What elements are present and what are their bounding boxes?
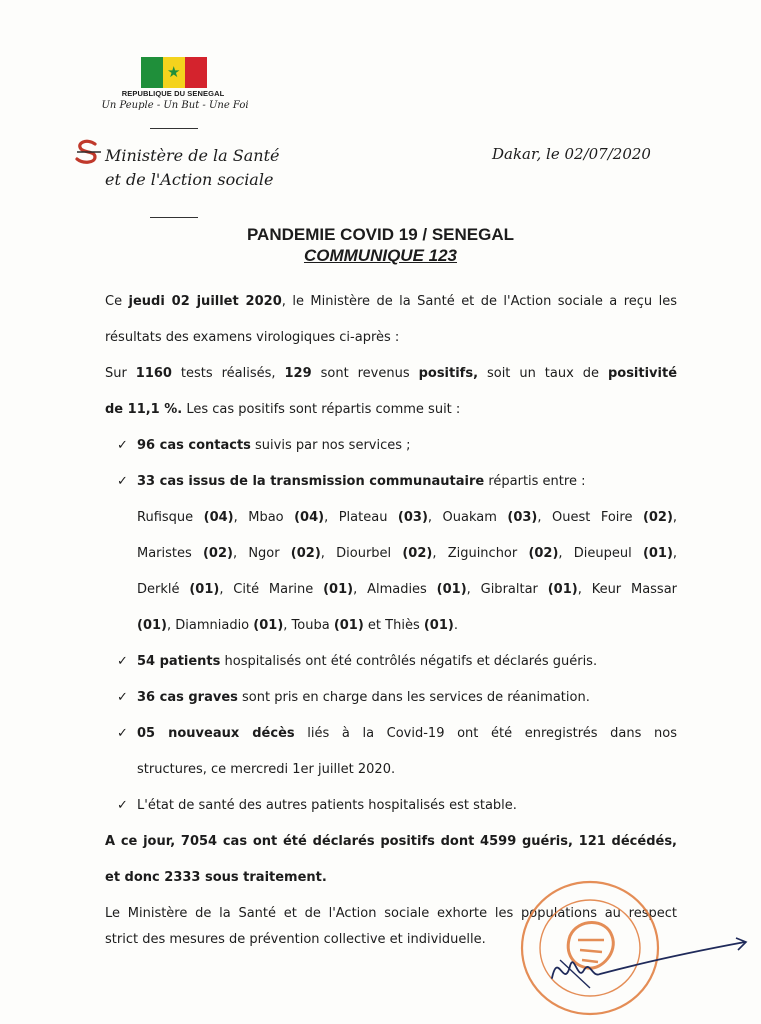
separator: , — [427, 510, 443, 525]
divider — [150, 128, 198, 129]
summary-line-1: A ce jour, 7054 cas ont été déclarés positifs dont 4599 guéris, 121 décédés, — [105, 834, 677, 849]
separator: , — [558, 546, 574, 561]
location-name: Ziguinchor — [447, 546, 529, 561]
location-name: Diourbel — [336, 546, 403, 561]
location-name: Almadies — [367, 582, 437, 597]
separator: , — [577, 582, 592, 597]
separator: , — [432, 546, 448, 561]
checkmark-icon: ✓ — [117, 654, 128, 669]
locations-line-3 — [105, 572, 677, 608]
location-count: (04) — [294, 510, 325, 525]
separator: , — [233, 510, 249, 525]
location-name: Keur Massar — [591, 582, 678, 597]
list-item-continued: structures, ce mercredi 1er juillet 2020. — [137, 762, 396, 777]
separator: , — [537, 510, 552, 525]
location-count: (02) — [642, 510, 673, 525]
location-count: (01) — [547, 582, 578, 597]
tests-line-1: Sur 1160 tests réalisés, 129 sont revenus positifs, soit un taux de positivité — [105, 366, 678, 381]
list-item: ✓ 54 patients hospitalisés ont été contrôlés négatifs et déclarés guéris. — [105, 644, 677, 680]
communique-number: COMMUNIQUE 123 — [303, 246, 458, 265]
checkmark-icon: ✓ — [117, 798, 128, 813]
separator: , — [353, 582, 368, 597]
location-name: Ouakam — [442, 510, 508, 525]
national-motto: Un Peuple - Un But - Une Foi — [101, 100, 249, 111]
intro-line-2: résultats des examens virologiques ci-après : — [105, 330, 400, 345]
location-name: Cité Marine — [233, 582, 324, 597]
ministry-name — [105, 144, 279, 192]
location-count: (02) — [290, 546, 321, 561]
divider — [150, 217, 198, 218]
separator: , — [672, 546, 678, 561]
location-name: Ngor — [248, 546, 291, 561]
document-date: Dakar, le 02/07/2020 — [492, 145, 651, 163]
location-count: (01) — [436, 582, 467, 597]
locations-line-1 — [105, 500, 677, 536]
senegal-flag-icon — [141, 57, 207, 88]
location-count: (03) — [507, 510, 538, 525]
summary-line-2: et donc 2333 sous traitement. — [105, 870, 327, 885]
locations-line-4: (01), Diamniadio (01), Touba (01) et Thiès (01). — [137, 618, 458, 633]
checkmark-icon: ✓ — [117, 438, 128, 453]
location-name: Plateau — [338, 510, 398, 525]
location-name: Rufisque — [137, 510, 204, 525]
locations-line-2 — [105, 536, 677, 572]
location-count: (01) — [189, 582, 220, 597]
list-item: ✓ L'état de santé des autres patients hospitalisés est stable. — [105, 788, 677, 824]
separator: , — [320, 546, 337, 561]
checkmark-icon: ✓ — [117, 726, 128, 741]
location-count: (04) — [203, 510, 234, 525]
ministry-line-1: Ministère de la Santé — [105, 146, 280, 165]
checkmark-icon: ✓ — [117, 690, 128, 705]
signature-icon — [540, 930, 755, 1000]
location-name: Ouest Foire — [552, 510, 643, 525]
document-title: PANDEMIE COVID 19 / SENEGAL — [246, 225, 514, 244]
closing-line-2: strict des mesures de prévention collective et individuelle. — [105, 932, 486, 947]
location-name: Maristes — [137, 546, 203, 561]
location-name: Gibraltar — [480, 582, 548, 597]
ministry-line-2: et de l'Action sociale — [105, 170, 274, 189]
list-item: ✓ 33 cas issus de la transmission communautaire répartis entre : — [105, 464, 677, 500]
closing-line-1: Le Ministère de la Santé et de l'Action sociale exhorte les populations au respect — [105, 906, 677, 921]
stats-list — [105, 428, 677, 824]
separator: , — [219, 582, 234, 597]
list-item: ✓ 96 cas contacts suivis par nos services ; — [105, 428, 677, 464]
separator: , — [232, 546, 249, 561]
separator: , — [324, 510, 339, 525]
location-count: (01) — [323, 582, 354, 597]
ministry-logo-icon — [73, 139, 103, 165]
location-count: (01) — [642, 546, 673, 561]
list-item: ✓ 05 nouveaux décès liés à la Covid-19 ont été enregistrés dans nos — [105, 716, 677, 752]
communique-body — [105, 284, 677, 953]
tests-line-2: de 11,1 %. Les cas positifs sont répartis comme suit : — [105, 402, 461, 417]
checkmark-icon: ✓ — [117, 474, 128, 489]
flag-star-icon: ★ — [167, 63, 181, 81]
location-count: (02) — [528, 546, 559, 561]
separator: , — [672, 510, 678, 525]
location-name: Derklé — [137, 582, 190, 597]
location-count: (02) — [402, 546, 433, 561]
republic-label: REPUBLIQUE DU SENEGAL — [121, 89, 225, 98]
location-count: (02) — [202, 546, 233, 561]
flag-band-red — [185, 57, 207, 88]
list-item: ✓ 36 cas graves sont pris en charge dans les services de réanimation. — [105, 680, 677, 716]
intro-line-1: Ce jeudi 02 juillet 2020, le Ministère de la Santé et de l'Action sociale a reçu les — [105, 294, 677, 309]
location-name: Dieupeul — [573, 546, 643, 561]
location-count: (03) — [397, 510, 428, 525]
separator: , — [466, 582, 481, 597]
location-name: Mbao — [248, 510, 295, 525]
flag-band-green — [141, 57, 163, 88]
